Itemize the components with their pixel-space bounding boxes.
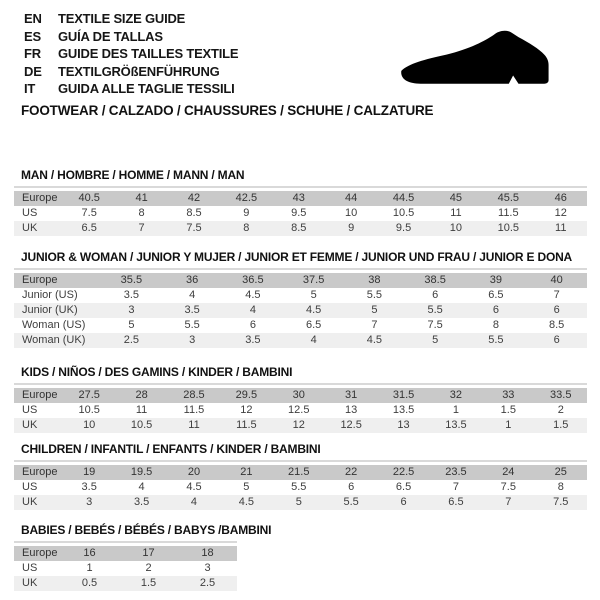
size-cell: 6.5	[488, 288, 504, 301]
size-section-kids	[14, 365, 587, 433]
size-cell: 3.5	[115, 495, 167, 510]
size-cell: 36	[162, 273, 223, 288]
size-cell: 3	[162, 333, 223, 348]
size-cell: 5.5	[325, 495, 377, 510]
size-cell: 23.5	[430, 465, 482, 480]
row-label: Europe	[14, 465, 63, 480]
size-cell: 36.5	[223, 273, 284, 288]
size-cell: 11.5	[183, 403, 205, 416]
size-cell: 2	[145, 561, 152, 574]
size-cell: 12.5	[288, 403, 310, 416]
table-row	[14, 191, 587, 206]
size-cell: 4	[283, 333, 344, 348]
size-cell: 10.5	[78, 403, 100, 416]
table-top-rule	[14, 268, 587, 270]
lang-code: IT	[24, 81, 36, 96]
table-row	[14, 333, 587, 348]
size-table-junior_woman	[14, 273, 587, 348]
row-label: Junior (UK)	[14, 303, 101, 318]
size-cell: 8.5	[273, 221, 325, 236]
size-cell: 7.5	[535, 495, 587, 510]
table-row	[14, 288, 587, 303]
table-top-rule	[14, 460, 587, 462]
size-cell: 5.5	[291, 480, 307, 493]
table-row	[14, 403, 587, 418]
size-cell: 22.5	[377, 465, 429, 480]
size-cell: 9.5	[291, 206, 307, 219]
size-cell: 4.5	[344, 333, 405, 348]
size-cell: 11.5	[498, 206, 519, 219]
size-cell: 9	[325, 221, 377, 236]
row-label: US	[22, 206, 38, 219]
row-label: US	[22, 480, 38, 493]
size-cell: 19	[63, 465, 115, 480]
table-row	[14, 561, 237, 576]
size-cell: 10.5	[482, 221, 534, 236]
table-top-rule	[14, 383, 587, 385]
table-row	[14, 206, 587, 221]
size-cell: 5	[273, 495, 325, 510]
size-cell: 5	[310, 288, 317, 301]
lang-code: FR	[24, 46, 41, 61]
size-cell: 4	[223, 303, 284, 318]
size-cell: 8.5	[186, 206, 202, 219]
size-table-man	[14, 191, 587, 236]
size-cell: 21	[220, 465, 272, 480]
size-cell: 1	[452, 403, 459, 416]
size-table-babies	[14, 546, 237, 591]
row-label: US	[22, 561, 38, 574]
size-cell: 11	[168, 418, 220, 433]
size-cell: 1	[482, 418, 534, 433]
size-cell: 6	[526, 303, 587, 318]
size-cell: 5.5	[405, 303, 466, 318]
size-cell: 6	[432, 288, 439, 301]
table-top-rule	[14, 541, 237, 543]
size-cell: 41	[115, 191, 167, 206]
size-cell: 6	[249, 318, 256, 331]
size-cell: 27.5	[63, 388, 115, 403]
size-cell: 6	[377, 495, 429, 510]
size-cell: 7	[371, 318, 378, 331]
table-row	[14, 273, 587, 288]
size-cell: 2.5	[101, 333, 162, 348]
size-cell: 17	[119, 546, 178, 561]
section-title: MAN / HOMBRE / HOMME / MANN / MAN	[21, 167, 245, 182]
size-cell: 4.5	[220, 495, 272, 510]
row-label: Europe	[14, 191, 63, 206]
row-label: Europe	[14, 546, 60, 561]
row-label: UK	[14, 418, 63, 433]
lang-code: ES	[24, 28, 41, 44]
dress-shoe-icon	[397, 29, 569, 93]
table-row	[14, 480, 587, 495]
size-cell: 6.5	[63, 221, 115, 236]
size-cell: 0.5	[60, 576, 119, 591]
size-cell: 7.5	[168, 221, 220, 236]
size-cell: 33	[482, 388, 534, 403]
size-cell: 13	[345, 403, 358, 416]
size-cell: 6.5	[305, 318, 322, 331]
row-label: Junior (US)	[22, 288, 78, 301]
size-cell: 4.5	[283, 303, 344, 318]
table-row	[14, 221, 587, 236]
size-cell: 45.5	[482, 191, 534, 206]
size-cell: 8.5	[548, 318, 565, 331]
size-cell: 10	[63, 418, 115, 433]
size-cell: 42.5	[220, 191, 272, 206]
table-row	[14, 495, 587, 510]
table-row	[14, 418, 587, 433]
lang-code: DE	[24, 63, 42, 79]
size-cell: 18	[178, 546, 237, 561]
size-cell: 3.5	[223, 333, 284, 348]
size-section-junior_woman	[14, 250, 587, 348]
size-cell: 11	[535, 221, 587, 236]
size-cell: 28	[115, 388, 167, 403]
size-cell: 1	[86, 561, 93, 574]
row-label: Europe	[14, 388, 63, 403]
row-label: UK	[14, 495, 63, 510]
size-cell: 5	[344, 303, 405, 318]
lang-code: EN	[24, 11, 42, 26]
size-cell: 3.5	[162, 303, 223, 318]
section-title: KIDS / NIÑOS / DES GAMINS / KINDER / BAMBINI	[21, 364, 293, 379]
size-cell: 33.5	[535, 388, 587, 403]
size-cell: 2	[557, 403, 564, 416]
size-cell: 40	[526, 273, 587, 288]
size-cell: 3	[204, 561, 211, 574]
size-cell: 5	[405, 333, 466, 348]
size-cell: 6.5	[430, 495, 482, 510]
size-cell: 3.5	[123, 288, 140, 301]
size-cell: 4.5	[245, 288, 261, 301]
size-cell: 20	[168, 465, 220, 480]
size-cell: 42	[168, 191, 220, 206]
size-cell: 25	[535, 465, 587, 480]
size-cell: 5.5	[184, 318, 200, 331]
table-row	[14, 303, 587, 318]
table-row	[14, 465, 587, 480]
size-tables	[14, 168, 600, 591]
size-cell: 28.5	[168, 388, 220, 403]
size-cell: 13	[377, 418, 429, 433]
size-section-man	[14, 168, 587, 236]
section-title: BABIES / BEBÉS / BÉBÉS / BABYS /BAMBINI	[21, 522, 272, 537]
size-cell: 43	[273, 191, 325, 206]
size-cell: 40.5	[63, 191, 115, 206]
lang-row-en	[24, 10, 600, 28]
size-section-babies	[14, 523, 587, 591]
table-row	[14, 546, 237, 561]
size-cell: 6	[526, 333, 587, 348]
size-cell: 5	[128, 318, 135, 331]
size-cell: 3	[63, 495, 115, 510]
size-cell: 7.5	[500, 480, 516, 493]
size-cell: 44	[325, 191, 377, 206]
size-cell: 12	[240, 403, 253, 416]
size-cell: 5.5	[466, 333, 527, 348]
size-cell: 10.5	[392, 206, 415, 219]
size-cell: 2.5	[178, 576, 237, 591]
table-row	[14, 388, 587, 403]
size-cell: 6	[348, 480, 355, 493]
row-label: Woman (UK)	[14, 333, 101, 348]
category-title: FOOTWEAR / CALZADO / CHAUSSURES / SCHUHE / CALZATURE	[21, 102, 434, 118]
size-cell: 19.5	[115, 465, 167, 480]
size-cell: 31.5	[377, 388, 429, 403]
size-cell: 13.5	[430, 418, 482, 433]
size-cell: 7	[553, 288, 560, 301]
size-cell: 7	[452, 480, 459, 493]
size-cell: 21.5	[273, 465, 325, 480]
size-cell: 8	[557, 480, 564, 493]
size-cell: 11	[450, 206, 462, 219]
size-cell: 30	[273, 388, 325, 403]
size-cell: 1.5	[535, 418, 587, 433]
size-cell: 24	[482, 465, 534, 480]
size-cell: 3	[101, 303, 162, 318]
size-cell: 8	[220, 221, 272, 236]
lang-title: GUÍA DE TALLAS	[58, 28, 163, 44]
lang-title: GUIDE DES TAILLES TEXTILE	[58, 46, 239, 61]
size-cell: 22	[325, 465, 377, 480]
size-cell: 10	[345, 206, 358, 219]
size-cell: 4	[138, 480, 145, 493]
size-cell: 12	[554, 206, 567, 219]
size-cell: 6	[466, 303, 527, 318]
size-cell: 10.5	[115, 418, 167, 433]
size-cell: 7.5	[81, 206, 97, 219]
size-cell: 44.5	[377, 191, 429, 206]
section-title: CHILDREN / INFANTIL / ENFANTS / KINDER / BAMBINI	[21, 441, 321, 456]
size-cell: 4	[189, 288, 196, 301]
size-cell: 10	[430, 221, 482, 236]
size-cell: 7.5	[427, 318, 443, 331]
size-cell: 7	[115, 221, 167, 236]
size-cell: 11	[135, 403, 148, 416]
size-cell: 46	[535, 191, 587, 206]
size-table-children	[14, 465, 587, 510]
size-cell: 16	[60, 546, 119, 561]
size-cell: 9	[243, 206, 250, 219]
size-cell: 1.5	[119, 576, 178, 591]
size-table-kids	[14, 388, 587, 433]
size-section-children	[14, 442, 587, 510]
size-cell: 9.5	[377, 221, 429, 236]
size-cell: 4.5	[186, 480, 202, 493]
row-label: US	[22, 403, 38, 416]
row-label: UK	[14, 221, 63, 236]
size-cell: 32	[430, 388, 482, 403]
size-cell: 8	[138, 206, 145, 219]
lang-title: TEXTILGRÖßENFÜHRUNG	[58, 63, 220, 79]
size-cell: 12	[273, 418, 325, 433]
size-cell: 29.5	[220, 388, 272, 403]
size-cell: 7	[482, 495, 534, 510]
size-cell: 38	[344, 273, 405, 288]
size-cell: 39	[466, 273, 527, 288]
section-title: JUNIOR & WOMAN / JUNIOR Y MUJER / JUNIOR ET FEMME / JUNIOR UND FRAU / JUNIOR E DONA	[21, 249, 573, 264]
size-cell: 35.5	[101, 273, 162, 288]
size-cell: 13.5	[392, 403, 415, 416]
size-cell: 38.5	[405, 273, 466, 288]
size-cell: 1.5	[500, 403, 516, 416]
size-cell: 5	[243, 480, 250, 493]
size-cell: 31	[325, 388, 377, 403]
table-top-rule	[14, 186, 587, 188]
size-cell: 45	[430, 191, 482, 206]
size-cell: 5.5	[366, 288, 383, 301]
size-cell: 11.5	[220, 418, 272, 433]
size-cell: 12.5	[325, 418, 377, 433]
size-cell: 3.5	[81, 480, 97, 493]
lang-title: TEXTILE SIZE GUIDE	[58, 11, 186, 26]
row-label: Woman (US)	[22, 318, 86, 331]
size-cell: 37.5	[283, 273, 344, 288]
lang-title: GUIDA ALLE TAGLIE TESSILI	[58, 81, 235, 96]
size-cell: 6.5	[395, 480, 412, 493]
size-cell: 8	[492, 318, 499, 331]
table-row	[14, 318, 587, 333]
table-row	[14, 576, 237, 591]
row-label: UK	[14, 576, 60, 591]
row-label: Europe	[14, 273, 101, 288]
size-cell: 4	[168, 495, 220, 510]
